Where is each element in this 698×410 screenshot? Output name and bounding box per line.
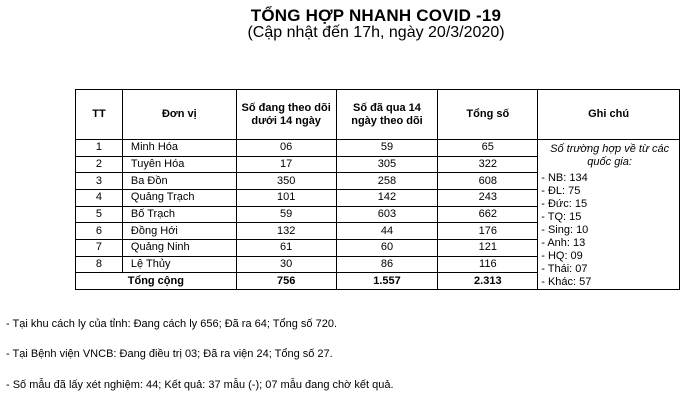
over-14-days-count: 60	[336, 239, 438, 256]
notes-intro: Số trường hợp về từ các quốc gia:	[550, 143, 670, 168]
total-count: 65	[438, 140, 538, 157]
column-header: Đơn vị	[122, 90, 236, 140]
unit-name: Ba Đồn	[122, 173, 236, 190]
unit-name: Đồng Hới	[122, 223, 236, 240]
under-14-days-count: 101	[236, 189, 336, 206]
over-14-days-count: 603	[336, 206, 438, 223]
over-14-days-count: 142	[336, 189, 438, 206]
total-count: 116	[438, 256, 538, 273]
under-14-days-count: 132	[236, 223, 336, 240]
row-number: 2	[76, 156, 123, 173]
row-number: 1	[76, 140, 123, 157]
total-under-14: 756	[236, 273, 336, 290]
notes-cell	[538, 140, 680, 290]
grand-total: 2.313	[438, 273, 538, 290]
row-number: 3	[76, 173, 123, 190]
under-14-days-count: 61	[236, 239, 336, 256]
column-header: Số đã qua 14 ngày theo dõi	[336, 90, 438, 140]
unit-name: Bố Trạch	[122, 206, 236, 223]
note-line: - NB: 134	[541, 172, 588, 184]
over-14-days-count: 258	[336, 173, 438, 190]
total-count: 662	[438, 206, 538, 223]
over-14-days-count: 44	[336, 223, 438, 240]
footer-note-testing: - Số mẫu đã lấy xét nghiệm: 44; Kết quả: 37 mẫu (-); 07 mẫu đang chờ kết quả.	[6, 379, 394, 391]
total-label: Tổng cộng	[76, 273, 237, 290]
total-count: 608	[438, 173, 538, 190]
note-line: - Anh: 13	[541, 237, 586, 249]
unit-name: Quảng Ninh	[122, 239, 236, 256]
note-line: - Thái: 07	[541, 263, 588, 275]
over-14-days-count: 86	[336, 256, 438, 273]
total-count: 243	[438, 189, 538, 206]
total-over-14: 1.557	[336, 273, 438, 290]
under-14-days-count: 30	[236, 256, 336, 273]
under-14-days-count: 59	[236, 206, 336, 223]
total-count: 176	[438, 223, 538, 240]
total-count: 121	[438, 239, 538, 256]
row-number: 8	[76, 256, 123, 273]
note-line: - TQ: 15	[541, 211, 582, 223]
note-line: - Sing: 10	[541, 224, 589, 236]
table-header-row	[76, 90, 680, 140]
row-number: 4	[76, 189, 123, 206]
under-14-days-count: 350	[236, 173, 336, 190]
footer-note-quarantine: - Tại khu cách ly của tỉnh: Đang cách ly 656; Đã ra 64; Tổng số 720.	[6, 318, 338, 330]
report-title: TỔNG HỢP NHANH COVID -19	[250, 6, 502, 25]
over-14-days-count: 305	[336, 156, 438, 173]
row-number: 5	[76, 206, 123, 223]
unit-name: Tuyên Hóa	[122, 156, 236, 173]
unit-name: Minh Hóa	[122, 140, 236, 157]
note-line: - ĐL: 75	[541, 185, 581, 197]
under-14-days-count: 17	[236, 156, 336, 173]
under-14-days-count: 06	[236, 140, 336, 157]
unit-name: Quảng Trạch	[122, 189, 236, 206]
report-subtitle: (Cập nhật đến 17h, ngày 20/3/2020)	[247, 24, 505, 41]
column-header: Số đang theo dõi dưới 14 ngày	[236, 90, 336, 140]
covid-summary-table	[75, 89, 680, 290]
row-number: 7	[76, 239, 123, 256]
footer-note-hospital: - Tại Bệnh viện VNCB: Đang điều trị 03; Đã ra viện 24; Tổng số 27.	[6, 348, 333, 360]
column-header: TT	[76, 90, 123, 140]
total-count: 322	[438, 156, 538, 173]
unit-name: Lệ Thủy	[122, 256, 236, 273]
note-line: - Đức: 15	[541, 198, 588, 210]
over-14-days-count: 59	[336, 140, 438, 157]
row-number: 6	[76, 223, 123, 240]
column-header: Ghi chú	[538, 90, 680, 140]
note-line: - Khác: 57	[541, 276, 592, 288]
note-line: - HQ: 09	[541, 250, 583, 262]
table-row	[76, 140, 680, 157]
column-header: Tổng số	[438, 90, 538, 140]
